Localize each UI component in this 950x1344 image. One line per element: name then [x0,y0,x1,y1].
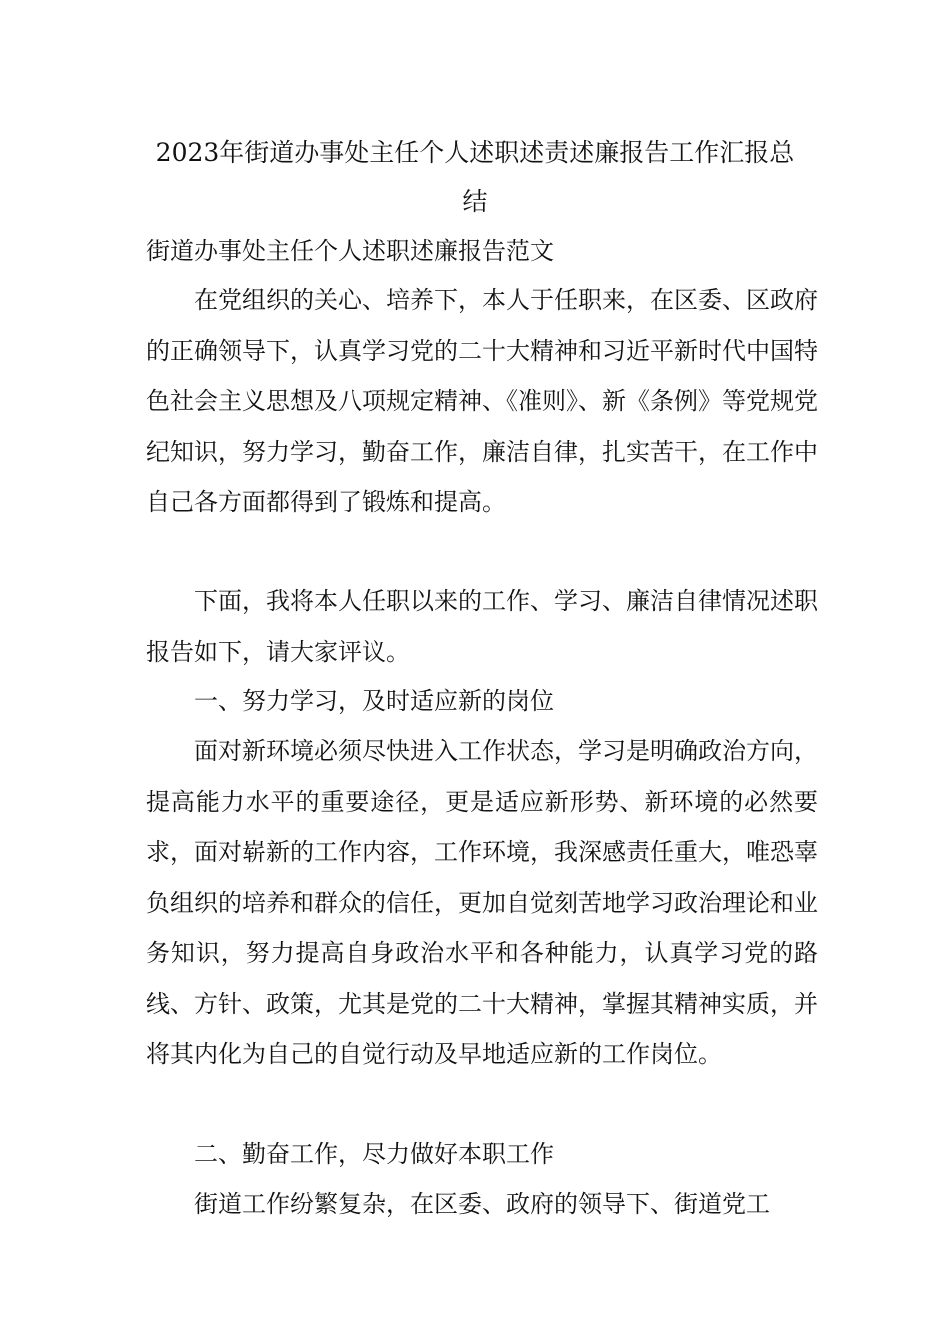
document-subtitle: 街道办事处主任个人述职述廉报告范文 [146,237,554,265]
paragraph-section-2: 街道工作纷繁复杂，在区委、政府的领导下、街道党工 [194,1190,770,1218]
document-title-line-1: 2023年街道办事处主任个人述职述责述廉报告工作汇报总 [155,138,795,167]
paragraph-overview: 下面，我将本人任职以来的工作、学习、廉洁自律情况述职报告如下，请大家评议。 [146,587,818,666]
section-heading-2: 二、勤奋工作，尽力做好本职工作 [194,1140,554,1168]
section-heading-1: 一、努力学习，及时适应新的岗位 [194,687,554,715]
paragraph-intro: 在党组织的关心、培养下，本人于任职来，在区委、区政府的正确领导下，认真学习党的二十大精神和习近平新时代中国特色社会主义思想及八项规定精神、《准则》、新《条例》等党规党纪知识，努力学习，勤奋工作，廉洁自律，扎实苦干，在工作中自己各方面都得到了锻炼和提高。 [146,286,818,516]
document-title-line-2: 结 [462,187,488,216]
paragraph-section-1: 面对新环境必须尽快进入工作状态，学习是明确政治方向，提高能力水平的重要途径，更是适应新形势、新环境的必然要求，面对崭新的工作内容，工作环境，我深感责任重大，唯恐辜负组织的培养和群众的信任，更加自觉刻苦地学习政治理论和业务知识，努力提高自身政治水平和各种能力，认真学习党的路线、方针、政策，尤其是党的二十大精神，掌握其精神实质，并将其内化为自己的自觉行动及早地适应新的工作岗位。 [146,737,818,1068]
